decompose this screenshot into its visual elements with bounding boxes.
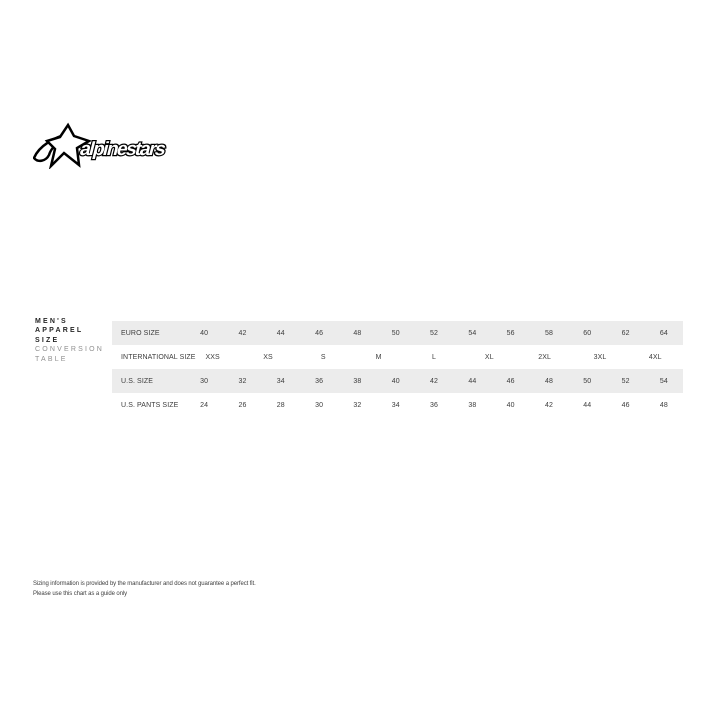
size-cell: 48 [353,329,362,337]
row-label: INTERNATIONAL SIZE [121,353,196,361]
alpinestars-logo [33,121,183,169]
size-cell: 44 [276,329,285,337]
caption-subtitle-line: TABLE [35,355,68,363]
size-cell: 32 [353,401,362,409]
size-cell: 50 [391,329,400,337]
size-cell: 46 [621,401,630,409]
size-cell: 40 [391,377,400,385]
size-cell: 54 [659,377,668,385]
table-caption [35,317,104,364]
size-cell: 46 [315,329,324,337]
size-cell: 38 [468,401,477,409]
size-cell: XL [484,353,494,361]
table-row [112,345,683,369]
size-cell: 42 [544,401,553,409]
size-cell: 40 [506,401,515,409]
size-cell: 58 [544,329,553,337]
size-cell: 52 [621,377,630,385]
size-cell: 56 [506,329,515,337]
size-cell: 62 [621,329,630,337]
size-cell: 48 [659,401,668,409]
size-cell: 26 [238,401,247,409]
size-cell: XS [263,353,273,361]
row-cells [185,321,683,345]
size-cell: 36 [315,377,324,385]
size-cell: 54 [468,329,477,337]
size-cell: 2XL [538,353,552,361]
caption-title-line: MEN'S [35,318,68,325]
row-label: U.S. SIZE [121,377,154,385]
table-row [112,321,683,345]
size-cell: 34 [391,401,400,409]
row-cells [185,345,683,369]
size-cell: 48 [544,377,553,385]
caption-title-line: APPAREL [35,327,84,335]
disclaimer-line-1: Sizing information is provided by the manufacturer and does not guarantee a perfect fit. [33,581,256,587]
caption-title-line: SIZE [35,336,60,344]
caption-title [35,317,104,345]
logo-wordmark: alpinestars [77,139,167,160]
size-cell: 44 [583,401,592,409]
size-cell: 60 [583,329,592,337]
size-cell: 40 [200,329,209,337]
size-cell: 3XL [593,353,607,361]
size-cell: 42 [430,377,439,385]
size-cell: 30 [200,377,209,385]
size-cell: 44 [468,377,477,385]
size-cell: 52 [430,329,439,337]
row-cells [185,369,683,393]
size-cell: 64 [659,329,668,337]
size-cell: M [375,353,382,361]
size-cell: 50 [583,377,592,385]
row-label: U.S. PANTS SIZE [121,401,179,409]
size-cell: XXS [205,353,220,361]
caption-subtitle-line: CONVERSION [35,346,105,354]
size-cell: L [431,353,436,361]
size-conversion-table [112,321,683,417]
size-cell: 42 [238,329,247,337]
table-row [112,369,683,393]
table-row [112,393,683,417]
caption-subtitle [35,345,104,364]
disclaimer-line-2: Please use this chart as a guide only [33,591,128,597]
disclaimer [33,579,256,599]
size-cell: 30 [315,401,324,409]
size-cell: 34 [276,377,285,385]
row-cells [185,393,683,417]
size-cell: 28 [276,401,285,409]
size-cell: 4XL [648,353,662,361]
size-cell: 38 [353,377,362,385]
row-label: EURO SIZE [121,329,160,337]
size-cell: 24 [200,401,209,409]
size-cell: 46 [506,377,515,385]
size-cell: S [320,353,326,361]
size-cell: 36 [430,401,439,409]
size-cell: 32 [238,377,247,385]
